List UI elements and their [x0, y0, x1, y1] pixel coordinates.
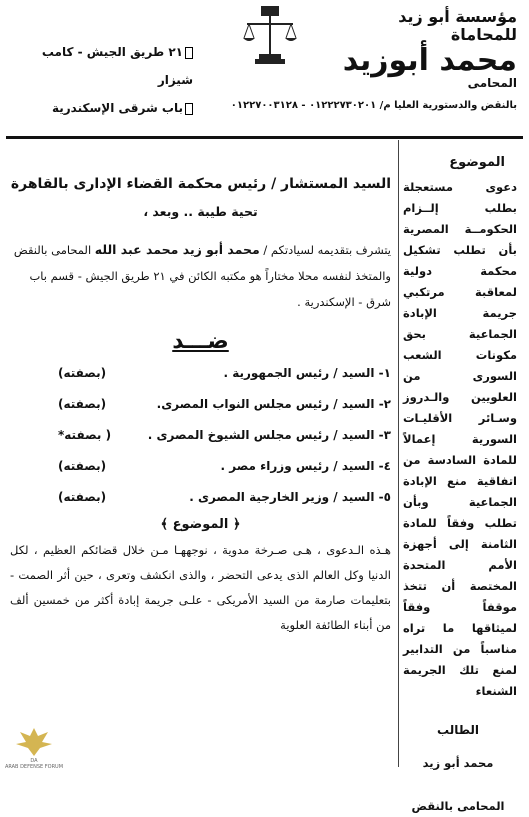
plaintiff-name: محمد أبو زيد محمد عبد الله: [94, 242, 260, 257]
address-line-2: باب شرقى الإسكندرية: [28, 94, 193, 122]
svg-text:DA: DA: [30, 758, 38, 764]
defendants-list: [10, 358, 391, 513]
watermark-logo: [4, 726, 64, 770]
lawyer-name: محمد أبوزيد: [342, 43, 517, 78]
address-line-1: ٢١ طريق الجيش - كامب شيزار: [41, 45, 193, 87]
sidebar-text: دعوى مستعجلة بطلب إلــزام الحكومــة المصرية بأن تطلب تشكيل محكمة دولية لمعاقبة مرتكبي جريمة الإبادة الجماعية بحق مكونات الشعب السورى من العلويين والـدروز وسـائر الأقليـات السورية إعمالاً للمادة السادسة من اتفاقية منع الإبادة الجماعية وبأن تطلب وفقاً للمادة الثامنة إلى أجهزة الأمم المتحدة المختصة أن تتخذ موقفاً وفقاً لميثاقها ما تراه مناسباً من التدابير لمنع تلك الجريمة الشنعاء: [403, 180, 517, 698]
checkbox-icon: [185, 47, 193, 59]
defendant-item: ١- السيد / رئيس الجمهورية . (بصفته): [58, 366, 391, 380]
office-address: [28, 38, 193, 122]
intro-paragraph: يتشرف بتقديمه لسيادتكم / محمد أبو زيد محمد عبد الله المحامى بالنقض والمتخذ لنفسه محلا مختاراً هو مكتبه الكائن في ٢١ طريق الجيش - قسم باب شرق - الإسكندرية .: [13, 242, 391, 309]
credentials-line: [230, 100, 517, 111]
lawyer-title: المحامى: [467, 76, 517, 90]
scales-of-justice-logo: [241, 4, 299, 66]
firm-name: مؤسسة أبو زيد للمحاماة: [398, 7, 517, 44]
applicant-title: المحامى بالنقض: [411, 799, 505, 813]
applicant-label: الطالب: [436, 723, 480, 737]
svg-text:ARAB DEFENSE FORUM: ARAB DEFENSE FORUM: [4, 764, 64, 770]
body-paragraph: هـذه الـدعوى ، هـى صـرخة مدوية ، نوجههـا مـن خلال قضائكم العظيم ، لكل الدنيا وكل العالم الذى يدعى التحضر ، والذى انكشف وتعرى ، حين أثر الصمت - بتعليمات صارمة من السيد الأمريكى - علـى جريمة إبادة أكثر من خمسين ألف من أبناء الطائفة العلوية: [10, 543, 391, 632]
addressee: السيد المستشار / رئيس محكمة القضاء الإدارى بالقاهرة: [10, 176, 391, 192]
defendant-item: ٢- السيد / رئيس مجلس النواب المصرى. (بصفته): [58, 397, 391, 411]
phones: م/ ٠١٢٢٢٧٣٠٢٠١ - ٠١٢٢٧٠٠٣١٢٨: [230, 100, 391, 111]
subject-sidebar: [398, 140, 523, 813]
sidebar-heading: الموضوع: [449, 155, 505, 170]
applicant-name: محمد أبو زيد: [422, 756, 494, 770]
against-label: ضـــد: [172, 329, 229, 354]
defendant-item: ٣- السيد / رئيس مجلس الشيوخ المصرى . ( بصفته*: [58, 428, 391, 442]
defendant-item: ٥- السيد / وزير الخارجية المصرى . (بصفته): [58, 490, 391, 504]
header-divider: [6, 136, 523, 139]
defendant-item: ٤- السيد / رئيس وزراء مصر . (بصفته): [58, 459, 391, 473]
subject-heading: ﴿ الموضوع ﴾: [160, 517, 241, 532]
greeting: تحية طيبة .. وبعد ،: [143, 204, 258, 219]
checkbox-icon: [185, 103, 193, 115]
credentials: بالنقض والدستورية العليا: [394, 100, 517, 111]
main-content: [10, 176, 391, 638]
letterhead: [230, 7, 517, 111]
